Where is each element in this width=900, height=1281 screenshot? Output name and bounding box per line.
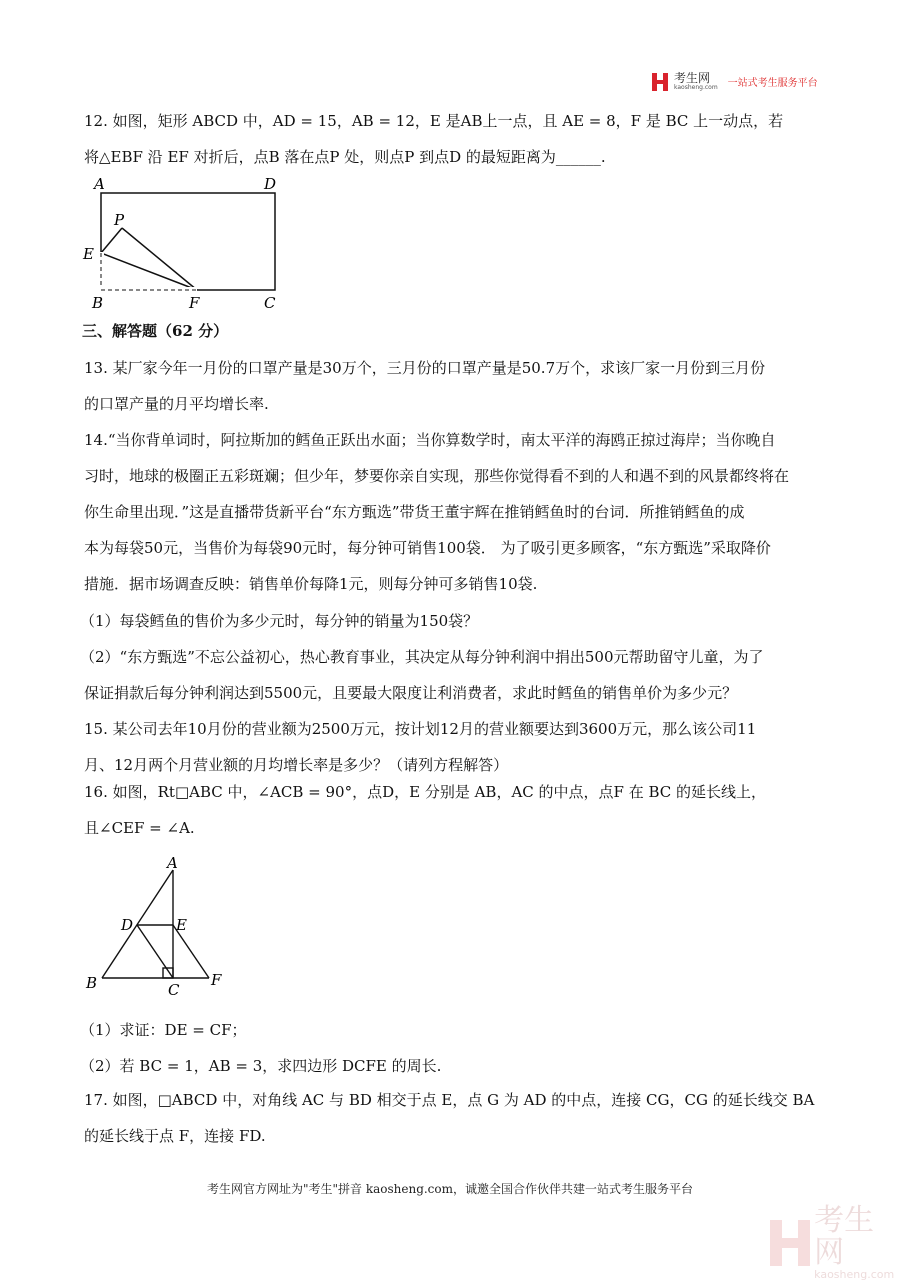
label-A: A xyxy=(94,175,105,193)
label-E: E xyxy=(83,245,94,263)
page-footer: 考生网官方网址为"考生"拼音 kaosheng.com，诚邀全国合作伙伴共建一站式考生服务平台 xyxy=(206,1182,694,1196)
label-B: B xyxy=(92,294,104,312)
q13-line-1: 13. 某厂家今年一月份的口罩产量是30万个，三月份的口罩产量是50.7万个，求该厂家一月份到三月份 xyxy=(84,359,766,377)
q14-line-5: 措施．据市场调查反映：销售单价每降1元，则每分钟可多销售10袋. xyxy=(84,575,538,593)
q13-line-2: 的口罩产量的月平均增长率. xyxy=(84,395,269,413)
q15-line-1: 15. 某公司去年10月份的营业额为2500万元，按计划12月的营业额要达到3600万元，那么该公司11 xyxy=(84,720,757,738)
q16-sub2: （2）若 BC = 1，AB = 3，求四边形 DCFE 的周长. xyxy=(80,1057,442,1075)
q12-figure xyxy=(0,0,320,320)
watermark-text: 考生网 xyxy=(814,1203,875,1270)
logo-brand xyxy=(674,72,718,91)
q16-line-2: 且∠CEF = ∠A. xyxy=(84,819,195,837)
q16-line-1: 16. 如图，Rt□ABC 中，∠ACB = 90°，点D，E 分别是 AB，AC 的中点，点F 在 BC 的延长线上， xyxy=(84,783,767,801)
label-F: F xyxy=(211,971,222,989)
brand-sub: kaosheng.com xyxy=(674,84,718,91)
q17-line-2: 的延长线于点 F，连接 FD. xyxy=(84,1127,266,1145)
q14-line-4: 本为每袋50元，当售价为每袋90元时，每分钟可销售100袋． 为了吸引更多顾客，“东方甄选”采取降价 xyxy=(84,539,771,557)
q12-line-2: 将△EBF 沿 EF 对折后，点B 落在点P 处，则点P 到点D 的最短距离为______. xyxy=(84,148,606,166)
label-C: C xyxy=(264,294,276,312)
label-D: D xyxy=(121,916,134,934)
q12-line-1: 12. 如图，矩形 ABCD 中，AD = 15，AB = 12，E 是AB上一点，且 AE = 8，F 是 BC 上一动点，若 xyxy=(84,112,784,130)
q14-sub2-line-1: （2）“东方甄选”不忘公益初心，热心教育事业，其决定从每分钟利润中捐出500元帮助留守儿童，为了 xyxy=(80,648,764,666)
label-P: P xyxy=(114,211,125,229)
logo-mark-icon xyxy=(652,73,668,91)
watermark-logo xyxy=(770,1205,900,1281)
q17-line-1: 17. 如图，□ABCD 中，对角线 AC 与 BD 相交于点 E，点 G 为 AD 的中点，连接 CG，CG 的延长线交 BA xyxy=(84,1091,815,1109)
watermark-mark-icon xyxy=(770,1220,808,1266)
q15-line-2: 月、12月两个月营业额的月均增长率是多少？（请列方程解答） xyxy=(84,756,509,774)
watermark-sub: kaosheng.com xyxy=(814,1268,895,1281)
site-logo xyxy=(652,72,818,91)
label-A: A xyxy=(167,854,178,872)
brand-text: 考生网 xyxy=(674,71,711,85)
q14-line-1: 14.“当你背单词时，阿拉斯加的鳕鱼正跃出水面；当你算数学时，南太平洋的海鸥正掠过海岸；当你晚自 xyxy=(84,431,776,449)
q14-sub2-line-2: 保证捐款后每分钟利润达到5500元，且要最大限度让利消费者，求此时鳕鱼的销售单价为多少元？ xyxy=(84,684,738,702)
label-D: D xyxy=(264,175,277,193)
label-F: F xyxy=(189,294,200,312)
slogan: 一站式考生服务平台 xyxy=(727,78,818,89)
q14-sub1: （1）每袋鳕鱼的售价为多少元时，每分钟的销量为150袋？ xyxy=(80,612,479,630)
q14-line-3: 你生命里出现．”这是直播带货新平台“东方甄选”带货王董宇辉在推销鳕鱼时的台词．所推销鳕鱼的成 xyxy=(84,503,745,521)
label-E: E xyxy=(176,916,187,934)
q16-figure xyxy=(0,840,260,1010)
q16-sub1: （1）求证：DE = CF； xyxy=(80,1021,247,1039)
q14-line-2: 习时，地球的极圈正五彩斑斓；但少年，梦要你亲自实现，那些你觉得看不到的人和遇不到的风景都终将在 xyxy=(84,467,790,485)
label-C: C xyxy=(168,981,180,999)
section-heading: 三、解答题（62 分） xyxy=(82,322,229,340)
label-B: B xyxy=(86,974,98,992)
